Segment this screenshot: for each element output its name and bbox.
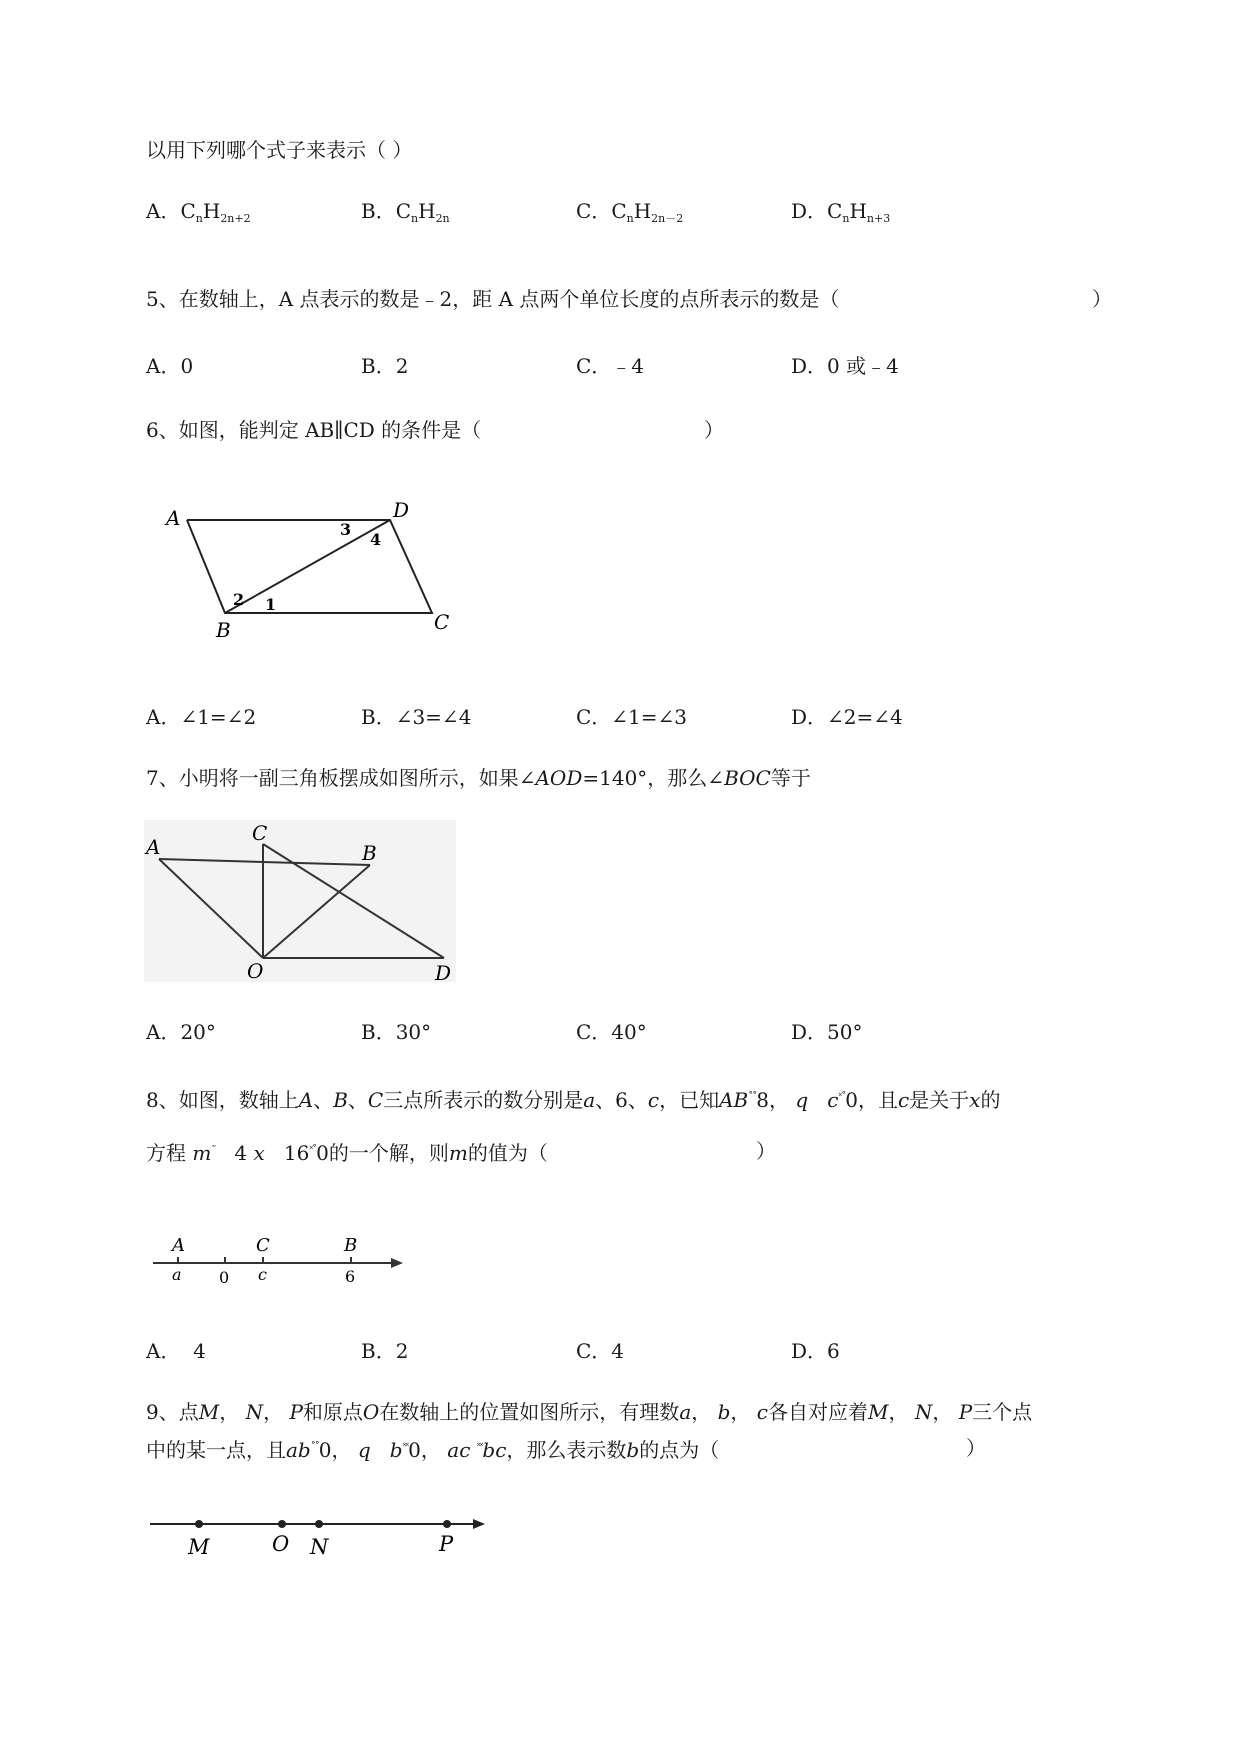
label-C: C	[256, 1235, 270, 1256]
q4-option-d[interactable]: D．$C_nH_{n+3}$	[791, 199, 891, 225]
q5-option-b[interactable]: B．2	[361, 354, 409, 378]
point-m	[195, 1520, 203, 1528]
q8-option-d[interactable]: D．6	[791, 1339, 840, 1363]
q7-option-b[interactable]: B．30°	[361, 1020, 432, 1044]
angle-label-1: 1	[265, 595, 277, 614]
value-c: c	[258, 1265, 267, 1284]
label-o: O	[272, 1532, 290, 1556]
label-a: A	[146, 835, 161, 859]
q5-option-c[interactable]: C．﹣4	[576, 354, 645, 378]
label-b: B	[216, 618, 231, 642]
q6-close-paren: ）	[704, 418, 724, 442]
question-4-continuation: 以用下列哪个式子来表示（ ）	[146, 138, 413, 162]
q6-option-a[interactable]: A．∠1=∠2	[146, 705, 257, 729]
parallelogram-figure	[150, 495, 470, 645]
q5-close-paren: ）	[1092, 287, 1112, 311]
triangle-set-figure	[144, 820, 464, 985]
label-A: A	[172, 1235, 185, 1256]
label-a: A	[166, 506, 181, 530]
q8-option-c[interactable]: C．4	[576, 1339, 625, 1363]
label-p: P	[439, 1532, 454, 1556]
label-c: C	[252, 821, 268, 845]
q8-option-b[interactable]: B．2	[361, 1339, 409, 1363]
angle-label-3: 3	[340, 520, 352, 539]
value-six: 6	[345, 1267, 356, 1286]
q4-option-a[interactable]: A．$C_nH_{2n+2}$	[146, 199, 251, 225]
q5-option-d[interactable]: D．0 或﹣4	[791, 354, 899, 378]
q6-option-b[interactable]: B．∠3=∠4	[361, 705, 472, 729]
label-c: C	[434, 610, 450, 634]
value-a: a	[172, 1265, 182, 1284]
angle-label-2: 2	[233, 590, 245, 609]
number-line-mop	[145, 1505, 495, 1565]
q4-option-c[interactable]: C．$C_nH_{2n-2}$	[576, 199, 684, 225]
label-d: D	[393, 498, 410, 522]
label-b: B	[362, 841, 377, 865]
q7-option-d[interactable]: D．50°	[791, 1020, 863, 1044]
arrow-head	[473, 1519, 485, 1529]
label-m: M	[188, 1535, 210, 1559]
q5-option-a[interactable]: A．0	[146, 354, 194, 378]
question-6-text: 6、如图，能判定 AB∥CD 的条件是（	[146, 418, 482, 442]
value-zero: 0	[219, 1268, 230, 1287]
q4-option-b[interactable]: B．$C_nH_{2n}$	[361, 199, 450, 225]
label-o: O	[247, 959, 264, 983]
point-n	[315, 1520, 323, 1528]
q9-close-paren: ）	[966, 1436, 986, 1460]
q7-option-a[interactable]: A．20°	[146, 1020, 216, 1044]
question-9-line-2: 中的某一点，且ab˚˚0， q b˟˟0， ac ˟˟bc，那么表示数b的点为（	[146, 1438, 720, 1462]
question-8-line-1: 8、如图，数轴上A、B、C三点所表示的数分别是a、6、c，已知AB˚˚8， q c˟˚0，且c是关于x的	[146, 1088, 1001, 1112]
q8-option-a[interactable]: A． 4	[146, 1339, 206, 1363]
label-B: B	[344, 1235, 358, 1256]
q8-close-paren: ）	[756, 1139, 776, 1163]
question-7-text: 7、小明将一副三角板摆成如图所示，如果∠AOD=140°，那么∠BOC等于	[146, 766, 811, 790]
point-p	[443, 1520, 451, 1528]
diagonal-bd	[225, 520, 390, 613]
q6-option-d[interactable]: D．∠2=∠4	[791, 705, 903, 729]
point-o	[278, 1520, 286, 1528]
angle-label-4: 4	[370, 530, 382, 549]
question-8-line-2: 方程 m˜ 4 x 16˟˚0的一个解，则m的值为（	[146, 1141, 548, 1165]
q7-option-c[interactable]: C．40°	[576, 1020, 647, 1044]
number-line-abc	[145, 1225, 415, 1295]
arrow-head	[391, 1258, 403, 1268]
question-9-line-1: 9、点M， N， P和原点O在数轴上的位置如图所示，有理数a， b， c各自对应着M， N， P三个点	[146, 1400, 1033, 1424]
label-d: D	[435, 961, 452, 985]
q6-option-c[interactable]: C．∠1=∠3	[576, 705, 688, 729]
label-n: N	[310, 1535, 329, 1559]
question-5-text: 5、在数轴上，A 点表示的数是﹣2，距 A 点两个单位长度的点所表示的数是（	[146, 287, 840, 311]
